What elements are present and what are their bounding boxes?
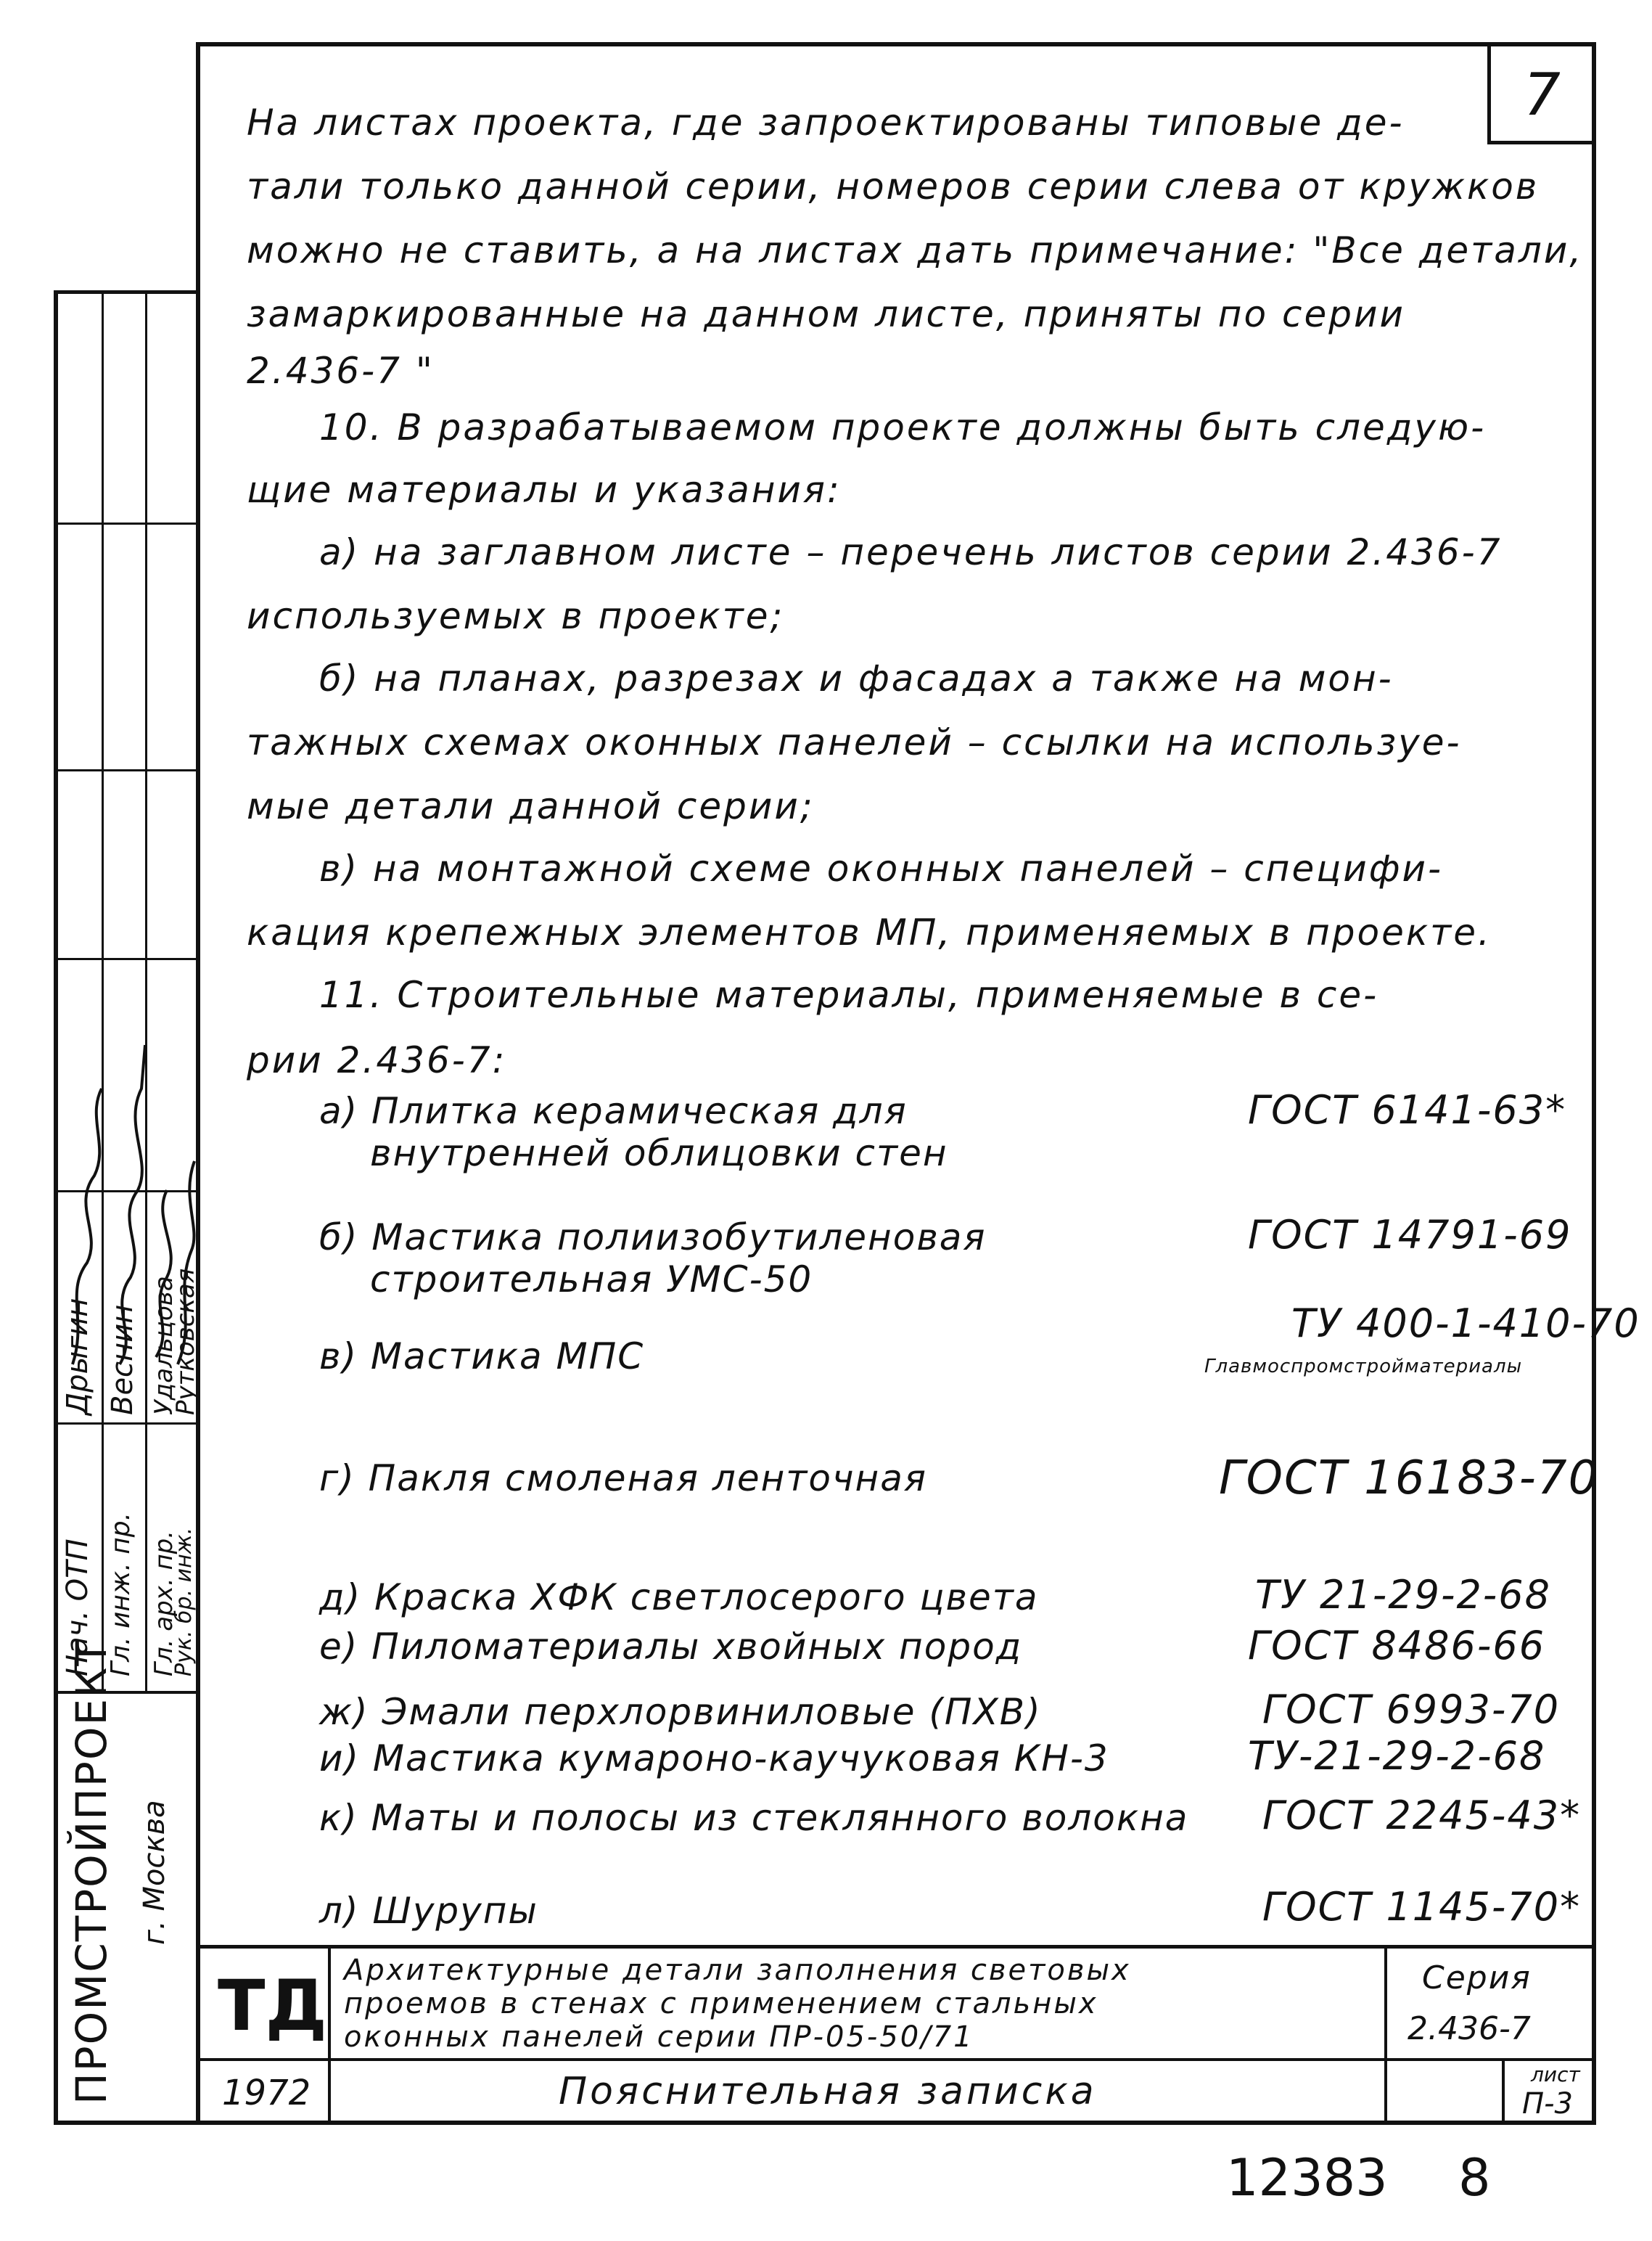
- stamp-row-line-2: [54, 769, 200, 771]
- material-standard-g: ГОСТ 6993-70: [1262, 1687, 1561, 1732]
- body-line-5: 2.436-7 ": [247, 350, 435, 392]
- body-line-13: в) на монтажной схеме оконных панелей – специфи-: [319, 848, 1444, 890]
- stamp-name-2: Веснин: [106, 1304, 139, 1415]
- material-standard-d: ГОСТ 16183-70: [1219, 1451, 1600, 1505]
- stamp-row-line-5: [54, 1422, 200, 1425]
- stamp-signatures: [58, 1016, 200, 1393]
- material-name-e: д) Краска ХФК светлосерого цвета: [319, 1576, 1039, 1618]
- body-line-12: мые детали данной серии;: [247, 785, 815, 827]
- body-line-16: рии 2.436-7:: [247, 1039, 507, 1081]
- material-name-b-line2: строительная УМС-50: [370, 1258, 813, 1300]
- body-line-11: тажных схемах оконных панелей – ссылки на используе-: [247, 721, 1462, 763]
- stamp-row-line-3: [54, 958, 200, 960]
- title-logo: ТД: [218, 1965, 327, 2047]
- material-standard-h: ТУ-21-29-2-68: [1248, 1733, 1546, 1779]
- sheet-corner-number: 7: [1524, 61, 1561, 128]
- sheet-value: П-3: [1522, 2087, 1573, 2121]
- material-name-a-line2: внутренней облицовки стен: [370, 1132, 948, 1174]
- signature-4: [178, 1161, 194, 1364]
- material-name-g: ж) Эмали перхлорвиниловые (ПХВ): [319, 1691, 1042, 1733]
- material-standard-f: ГОСТ 8486-66: [1248, 1623, 1546, 1668]
- page-number: 8: [1458, 2148, 1491, 2208]
- material-name-b: б) Мастика полиизобутиленовая: [319, 1216, 987, 1258]
- stamp-role-2: Гл. инж. пр.: [106, 1512, 136, 1676]
- title-logo-divider: [328, 1945, 331, 2125]
- stamp-col-line-2: [145, 290, 147, 1691]
- material-name-j: л) Шурупы: [319, 1890, 538, 1932]
- material-name-f: е) Пиломатериалы хвойных пород: [319, 1626, 1023, 1668]
- body-line-15: 11. Строительные материалы, применяемые в се-: [319, 974, 1379, 1016]
- stamp-role-1: Нач. ОТП: [61, 1539, 94, 1676]
- title-sheet-divider: [1502, 2058, 1505, 2125]
- signature-1: [73, 1089, 102, 1364]
- frame-bottom-border: [54, 2121, 1596, 2125]
- frame-right-border: [1592, 42, 1596, 2125]
- stamp-role-4: Рук. бр. инж.: [171, 1527, 197, 1676]
- material-standard-c: ТУ 400-1-410-70: [1291, 1300, 1640, 1346]
- signature-2: [120, 1045, 145, 1364]
- material-standard-i: ГОСТ 2245-43*: [1262, 1793, 1582, 1838]
- sheet-label: лист: [1531, 2062, 1580, 2086]
- body-line-6: 10. В разрабатываемом проекте должны быть следую-: [319, 406, 1487, 448]
- body-line-4: замаркированные на данном листе, приняты по серии: [247, 293, 1405, 335]
- material-standard-j: ГОСТ 1145-70*: [1262, 1884, 1582, 1930]
- stamp-role-3: Гл. арх. пр.: [149, 1530, 178, 1676]
- series-value: 2.436-7: [1408, 2010, 1531, 2047]
- frame-top-border: [196, 42, 1596, 46]
- title-line-3: оконных панелей серии ПР-05-50/71: [344, 2020, 974, 2054]
- corner-box-bottom: [1487, 141, 1596, 144]
- signature-3: [156, 1190, 171, 1357]
- body-line-10: б) на планах, разрезах и фасадах а также на мон-: [319, 657, 1394, 700]
- body-line-1: На листах проекта, где запроектированы типовые де-: [247, 102, 1405, 144]
- material-standard-e: ТУ 21-29-2-68: [1255, 1572, 1552, 1618]
- body-line-14: кация крепежных элементов МП, применяемых в проекте.: [247, 911, 1492, 954]
- stamp-col-line-1: [102, 290, 104, 1691]
- material-name-d: г) Пакля смоленая ленточная: [319, 1457, 927, 1499]
- material-name-c: в) Мастика МПС: [319, 1335, 645, 1377]
- material-standard-c-line2: Главмоспромстройматериалы: [1204, 1356, 1523, 1377]
- corner-box-left: [1487, 42, 1491, 144]
- stamp-name-4: Рутковская: [171, 1268, 200, 1415]
- body-line-9: используемых в проекте;: [247, 595, 785, 637]
- title-year: 1972: [222, 2073, 311, 2113]
- material-name-h: и) Мастика кумароно-каучуковая КН-3: [319, 1737, 1109, 1779]
- body-line-8: а) на заглавном листе – перечень листов серии 2.436-7: [319, 531, 1503, 573]
- material-name-i: к) Маты и полосы из стеклянного волокна: [319, 1797, 1189, 1839]
- title-line-2: проемов в стенах с применением стальных: [344, 1987, 1098, 2020]
- title-doc-name: Пояснительная записка: [559, 2070, 1097, 2113]
- body-line-7: щие материалы и указания:: [247, 469, 842, 511]
- material-standard-a: ГОСТ 6141-63*: [1248, 1087, 1567, 1133]
- stamp-top-border: [54, 290, 200, 294]
- title-line-1: Архитектурные детали заполнения световых: [344, 1954, 1131, 1987]
- stamp-city: г. Москва: [138, 1800, 171, 1945]
- material-standard-b: ГОСТ 14791-69: [1248, 1212, 1572, 1258]
- material-name-a: а) Плитка керамическая для: [319, 1090, 908, 1132]
- body-line-3: можно не ставить, а на листах дать примечание: "Все детали,: [247, 229, 1584, 271]
- title-series-divider: [1384, 1945, 1387, 2125]
- stamp-name-3: Удальцова: [149, 1276, 178, 1415]
- body-line-2: тали только данной серии, номеров серии слева от кружков: [247, 165, 1540, 208]
- stamp-row-line-1: [54, 523, 200, 525]
- series-label: Серия: [1422, 1959, 1532, 1996]
- archive-number: 12383: [1226, 2148, 1388, 2208]
- stamp-name-1: Дрыгин: [61, 1298, 94, 1415]
- stamp-organization: ПРОМСТРОЙПРОЕКТ: [67, 1639, 116, 2105]
